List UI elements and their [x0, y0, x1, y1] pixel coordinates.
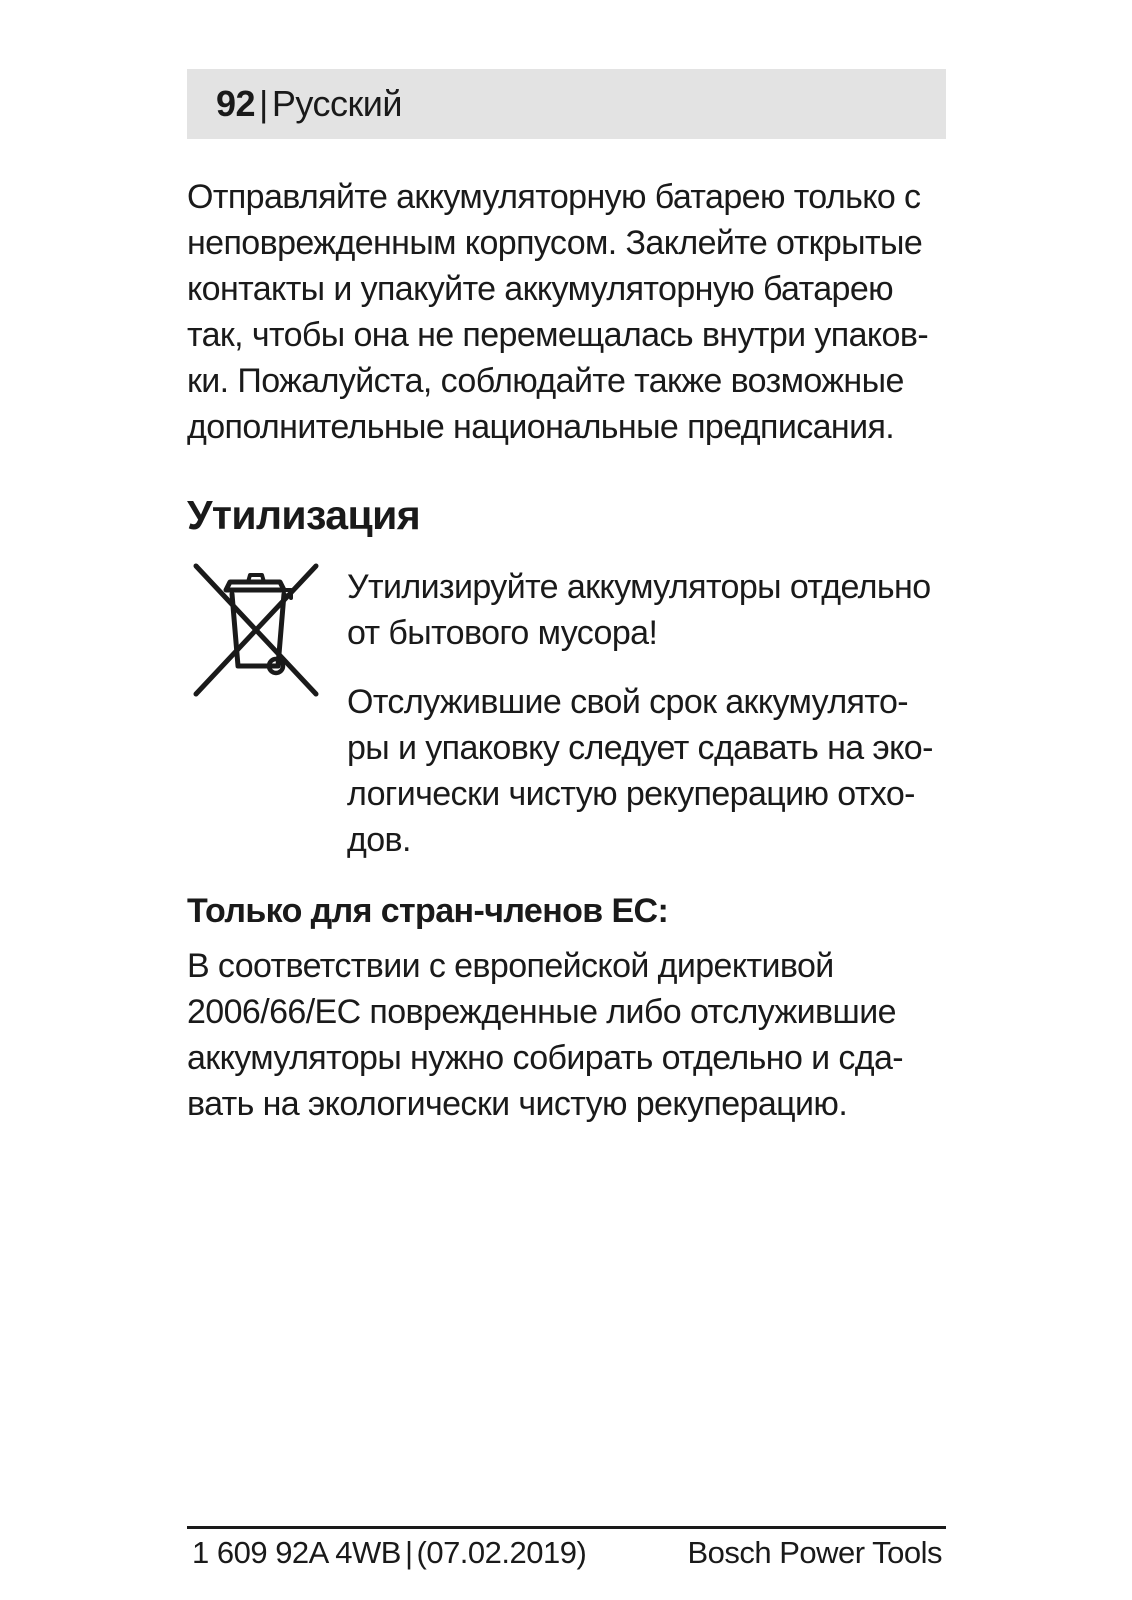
footer-doc-code: 1 609 92A 4WB: [192, 1535, 401, 1570]
footer-date: (07.02.2019): [416, 1535, 587, 1570]
text-line: дополнительные национальные предписания.: [187, 408, 895, 446]
footer-divider: [187, 1526, 946, 1529]
page-header: [216, 84, 402, 124]
text-line: ки. Пожалуйста, соблюдайте также возможные: [187, 362, 904, 400]
text-line: от бытового мусора!: [347, 614, 658, 652]
text-line: Отправляйте аккумуляторную батарею только с: [187, 178, 921, 216]
footer-doc-info: [192, 1533, 586, 1573]
section-heading-eu: Только для стран-членов ЕС:: [187, 892, 669, 930]
header-language: Русский: [271, 83, 402, 124]
text-line: ры и упаковку следует сдавать на эко-: [347, 729, 933, 767]
text-line: вать на экологически чистую рекуперацию.: [187, 1085, 848, 1123]
disposal-paragraph-1: [347, 564, 931, 656]
text-line: 2006/66/ЕС поврежденные либо отслужившие: [187, 993, 896, 1031]
footer-brand: Bosch Power Tools: [687, 1535, 942, 1570]
intro-paragraph: [187, 174, 928, 450]
section-heading-disposal: Утилизация: [187, 492, 421, 538]
footer-separator: |: [404, 1535, 413, 1570]
text-line: В соответствии с европейской директивой: [187, 947, 834, 985]
text-line: Отслужившие свой срок аккумулято-: [347, 683, 908, 721]
text-line: контакты и упакуйте аккумуляторную батарею: [187, 270, 894, 308]
text-line: неповрежденным корпусом. Заклейте открытые: [187, 224, 923, 262]
text-line: аккумуляторы нужно собирать отдельно и сда-: [187, 1039, 904, 1077]
text-line: Утилизируйте аккумуляторы отдельно: [347, 568, 931, 606]
page-number: 92: [216, 83, 256, 124]
text-line: дов.: [347, 821, 411, 859]
header-separator: |: [259, 83, 268, 124]
eu-paragraph: [187, 943, 903, 1127]
disposal-paragraph-2: [347, 679, 933, 863]
text-line: логически чистую рекуперацию отхо-: [347, 775, 915, 813]
crossed-out-wheelie-bin-icon: [192, 560, 322, 700]
text-line: так, чтобы она не перемещалась внутри упаков-: [187, 316, 929, 354]
